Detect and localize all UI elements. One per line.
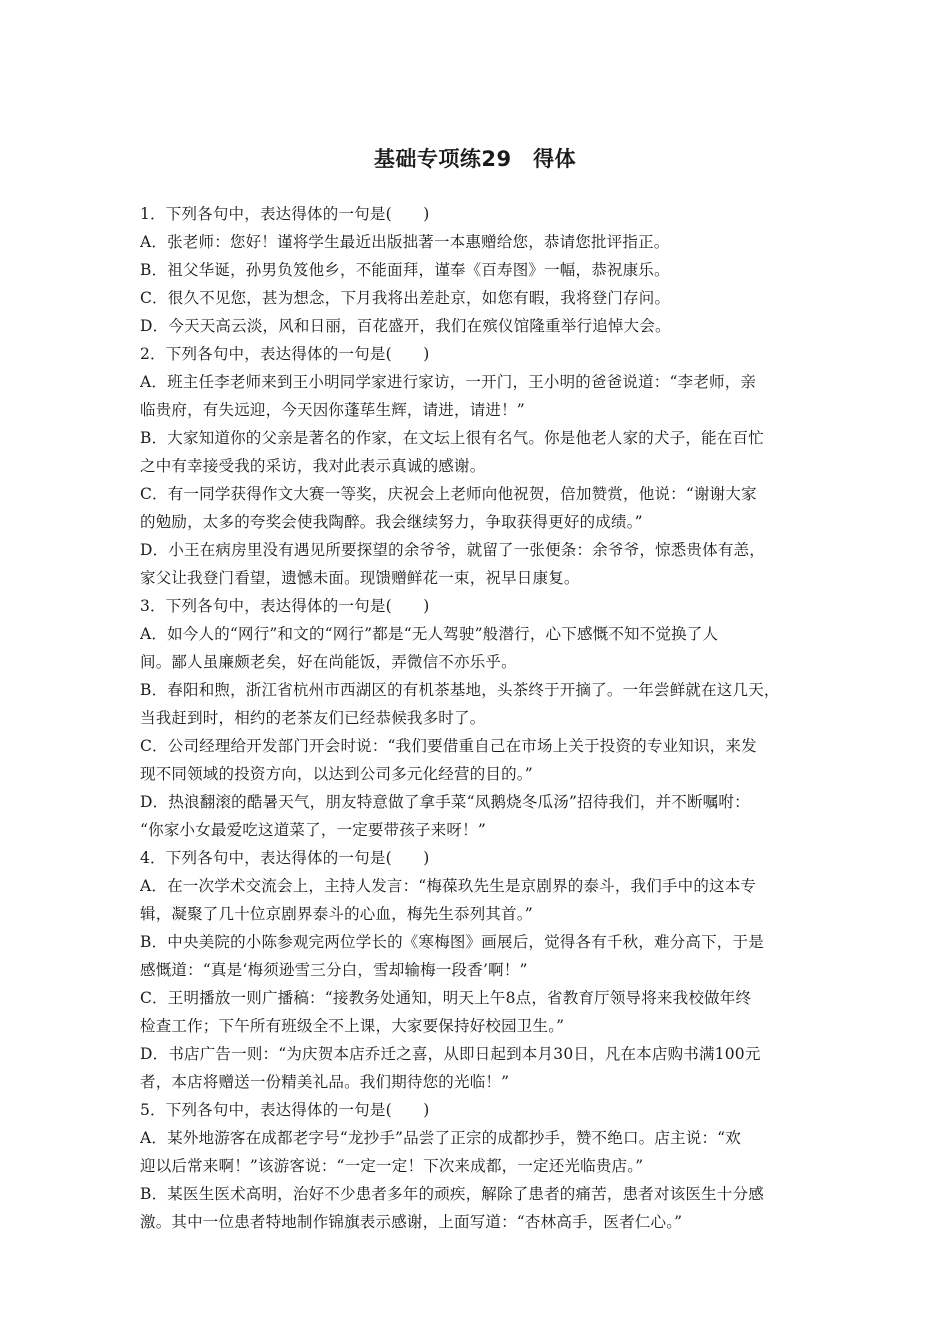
text-line: A．班主任李老师来到王小明同学家进行家访，一开门，王小明的爸爸说道：“李老师，亲 [140, 373, 757, 391]
text-line: D．今天天高云淡，风和日丽，百花盛开，我们在殡仪馆隆重举行追悼大会。 [140, 317, 671, 335]
text-line: 检查工作；下午所有班级全不上课，大家要保持好校园卫生。” [140, 1017, 565, 1035]
text-line: 4．下列各句中，表达得体的一句是( ) [140, 849, 430, 867]
text-line: A．如今人的“网行”和文的“网行”都是“无人驾驶”般潜行，心下感慨不知不觉换了人 [140, 625, 719, 643]
text-line: 1．下列各句中，表达得体的一句是( ) [140, 205, 430, 223]
text-line: 激。其中一位患者特地制作锦旗表示感谢，上面写道：“杏林高手，医者仁心。” [140, 1213, 683, 1231]
text-line: B．祖父华诞，孙男负笈他乡，不能面拜，谨奉《百寿图》一幅，恭祝康乐。 [140, 261, 670, 279]
text-line: B．大家知道你的父亲是著名的作家，在文坛上很有名气。你是他老人家的犬子，能在百忙 [140, 429, 764, 447]
text-line: 辑，凝聚了几十位京剧界泰斗的心血，梅先生忝列其首。” [140, 905, 533, 923]
text-line: B．某医生医术高明，治好不少患者多年的顽疾，解除了患者的痛苦，患者对该医生十分感 [140, 1185, 764, 1203]
text-line: D．书店广告一则：“为庆贺本店乔迁之喜，从即日起到本月30日，凡在本店购书满100元 [140, 1045, 761, 1063]
text-line: 感慨道：“真是‘梅须逊雪三分白，雪却输梅一段香’啊！” [140, 961, 528, 979]
text-line: B．春阳和煦，浙江省杭州市西湖区的有机茶基地，头茶终于开摘了。一年尝鲜就在这几天， [140, 681, 780, 699]
question-list [140, 200, 812, 1236]
page-title: 基础专项练29 得体 [373, 147, 577, 171]
text-line: C．公司经理给开发部门开会时说：“我们要借重自己在市场上关于投资的专业知识，来发 [140, 737, 757, 755]
text-line: D．小王在病房里没有遇见所要探望的余爷爷，就留了一张便条：余爷爷，惊悉贵体有恙， [140, 541, 765, 559]
text-line: D．热浪翻滚的酷暑天气，朋友特意做了拿手菜“凤鹅烧冬瓜汤”招待我们，并不断嘱咐： [140, 793, 750, 811]
text-line: 迎以后常来啊！”该游客说：“一定一定！下次来成都，一定还光临贵店。” [140, 1157, 644, 1175]
text-line: 5．下列各句中，表达得体的一句是( ) [140, 1101, 430, 1119]
text-line: 的勉励，太多的夸奖会使我陶醉。我会继续努力，争取获得更好的成绩。” [140, 513, 643, 531]
text-line: A．在一次学术交流会上，主持人发言：“梅葆玖先生是京剧界的泰斗，我们手中的这本专 [140, 877, 757, 895]
text-line: 临贵府，有失远迎，今天因你蓬荜生辉，请进，请进！” [140, 401, 525, 419]
text-line: A．张老师：您好！谨将学生最近出版拙著一本惠赠给您，恭请您批评指正。 [140, 233, 670, 251]
text-line: 间。鄙人虽廉颇老矣，好在尚能饭，弄微信不亦乐乎。 [140, 653, 517, 671]
text-line: 2．下列各句中，表达得体的一句是( ) [140, 345, 430, 363]
text-line: 之中有幸接受我的采访，我对此表示真诚的感谢。 [140, 457, 486, 475]
text-line: 3．下列各句中，表达得体的一句是( ) [140, 597, 430, 615]
text-line: “你家小女最爱吃这道菜了，一定要带孩子来呀！” [140, 821, 486, 839]
text-line: B．中央美院的小陈参观完两位学长的《寒梅图》画展后，觉得各有千秋，难分高下，于是 [140, 933, 764, 951]
text-line: C．很久不见您，甚为想念，下月我将出差赴京，如您有暇，我将登门存问。 [140, 289, 671, 307]
text-line: 当我赶到时，相约的老茶友们已经恭候我多时了。 [140, 709, 486, 727]
text-line: 者，本店将赠送一份精美礼品。我们期待您的光临！” [140, 1073, 510, 1091]
text-line: C．王明播放一则广播稿：“接教务处通知，明天上午8点，省教育厅领导将来我校做年终 [140, 989, 752, 1007]
text-line: A．某外地游客在成都老字号“龙抄手”品尝了正宗的成都抄手，赞不绝口。店主说：“欢 [140, 1129, 741, 1147]
text-line: C．有一同学获得作文大赛一等奖，庆祝会上老师向他祝贺，倍加赞赏，他说：“谢谢大家 [140, 485, 757, 503]
text-line: 现不同领域的投资方向，以达到公司多元化经营的目的。” [140, 765, 533, 783]
text-line: 家父让我登门看望，遗憾未面。现馈赠鲜花一束，祝早日康复。 [140, 569, 580, 587]
